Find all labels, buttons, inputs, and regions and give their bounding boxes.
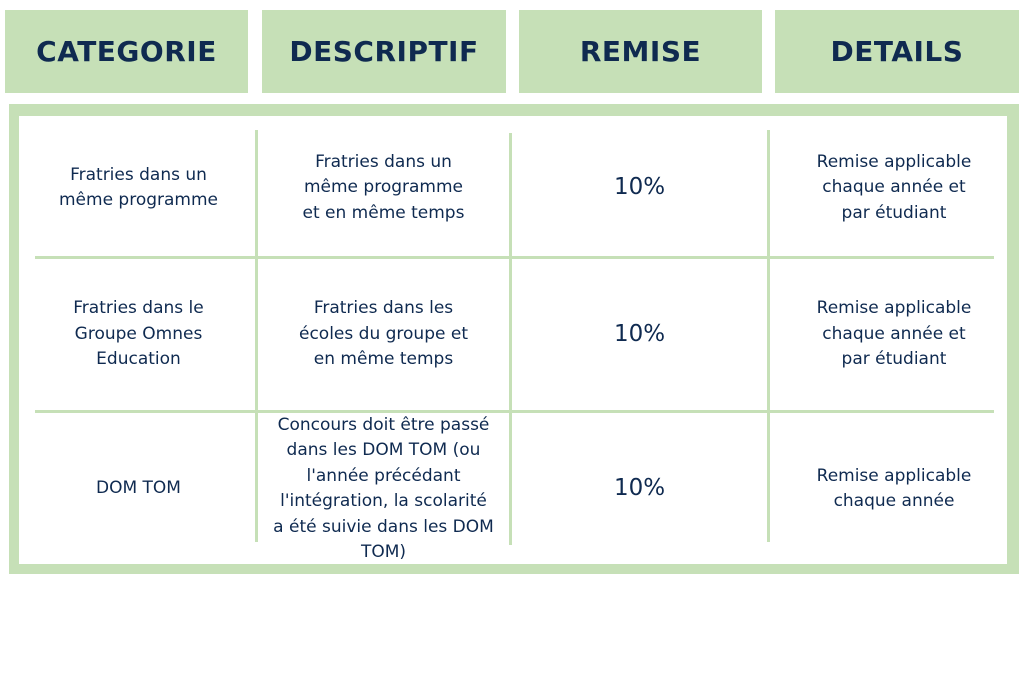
table-cell-remise: 10% xyxy=(613,174,666,201)
table-cell-descriptif: Concours doit être passé dans les DOM TOM (ou l'année précédant l'intégration, la scolarité a été suivie dans les DOM TOM) xyxy=(273,414,494,562)
table-cell-details: Remise applicable chaque année et par étudiant xyxy=(816,151,972,223)
table-cell-categorie: DOM TOM xyxy=(96,478,181,499)
table-cell-descriptif: Fratries dans les écoles du groupe et en même temps xyxy=(299,298,468,370)
table-cell-remise: 10% xyxy=(613,475,666,502)
header-details: DETAILS xyxy=(775,10,1019,93)
table-cell-descriptif: Fratries dans un même programme et en même temps xyxy=(302,151,465,223)
table-cell-details: Remise applicable chaque année xyxy=(816,465,972,511)
header-descriptif: DESCRIPTIF xyxy=(262,10,506,93)
header-remise: REMISE xyxy=(519,10,762,93)
table-cell-remise: 10% xyxy=(613,320,666,347)
table-cell-categorie: Fratries dans un même programme xyxy=(58,164,219,210)
header-categorie: CATEGORIE xyxy=(5,10,248,93)
table-cell-categorie: Fratries dans le Groupe Omnes Education xyxy=(73,298,204,370)
table-cell-details: Remise applicable chaque année et par étudiant xyxy=(816,298,972,370)
